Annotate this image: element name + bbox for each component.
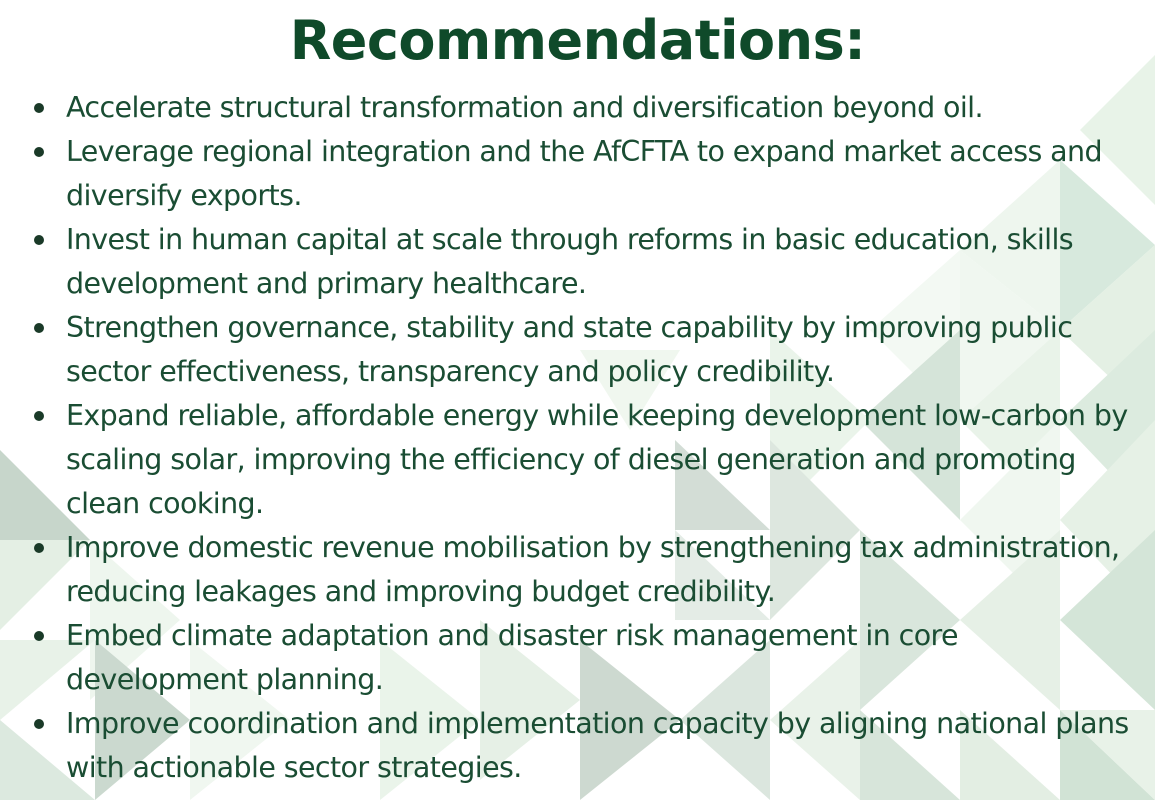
bullet-icon bbox=[34, 103, 44, 113]
bullet-icon bbox=[34, 323, 44, 333]
recommendations-list bbox=[0, 86, 1155, 790]
list-item-text: Leverage regional integration and the AfCFTA to expand market access and diversify exports. bbox=[66, 135, 1102, 212]
list-item bbox=[0, 130, 1155, 218]
list-item bbox=[0, 614, 1155, 702]
bullet-icon bbox=[34, 235, 44, 245]
list-item bbox=[0, 86, 1155, 130]
list-item-text: Expand reliable, affordable energy while keeping development low-carbon by scaling solar, improving the efficiency of diesel generation and promoting clean cooking. bbox=[66, 399, 1128, 520]
page-title: Recommendations: bbox=[289, 9, 866, 72]
bullet-icon bbox=[34, 631, 44, 641]
list-item bbox=[0, 306, 1155, 394]
list-item bbox=[0, 526, 1155, 614]
list-item bbox=[0, 394, 1155, 526]
list-item bbox=[0, 702, 1155, 790]
list-item-text: Improve coordination and implementation capacity by aligning national plans with actionable sector strategies. bbox=[66, 707, 1129, 784]
list-item-text: Strengthen governance, stability and state capability by improving public sector effectiveness, transparency and policy credibility. bbox=[66, 311, 1073, 388]
bullet-icon bbox=[34, 411, 44, 421]
list-item-text: Invest in human capital at scale through reforms in basic education, skills development and primary healthcare. bbox=[66, 223, 1074, 300]
list-item bbox=[0, 218, 1155, 306]
bullet-icon bbox=[34, 147, 44, 157]
list-item-text: Improve domestic revenue mobilisation by strengthening tax administration, reducing leakages and improving budget credibility. bbox=[66, 531, 1120, 608]
bullet-icon bbox=[34, 543, 44, 553]
bullet-icon bbox=[34, 719, 44, 729]
list-item-text: Accelerate structural transformation and diversification beyond oil. bbox=[66, 91, 983, 124]
list-item-text: Embed climate adaptation and disaster risk management in core development planning. bbox=[66, 619, 958, 696]
